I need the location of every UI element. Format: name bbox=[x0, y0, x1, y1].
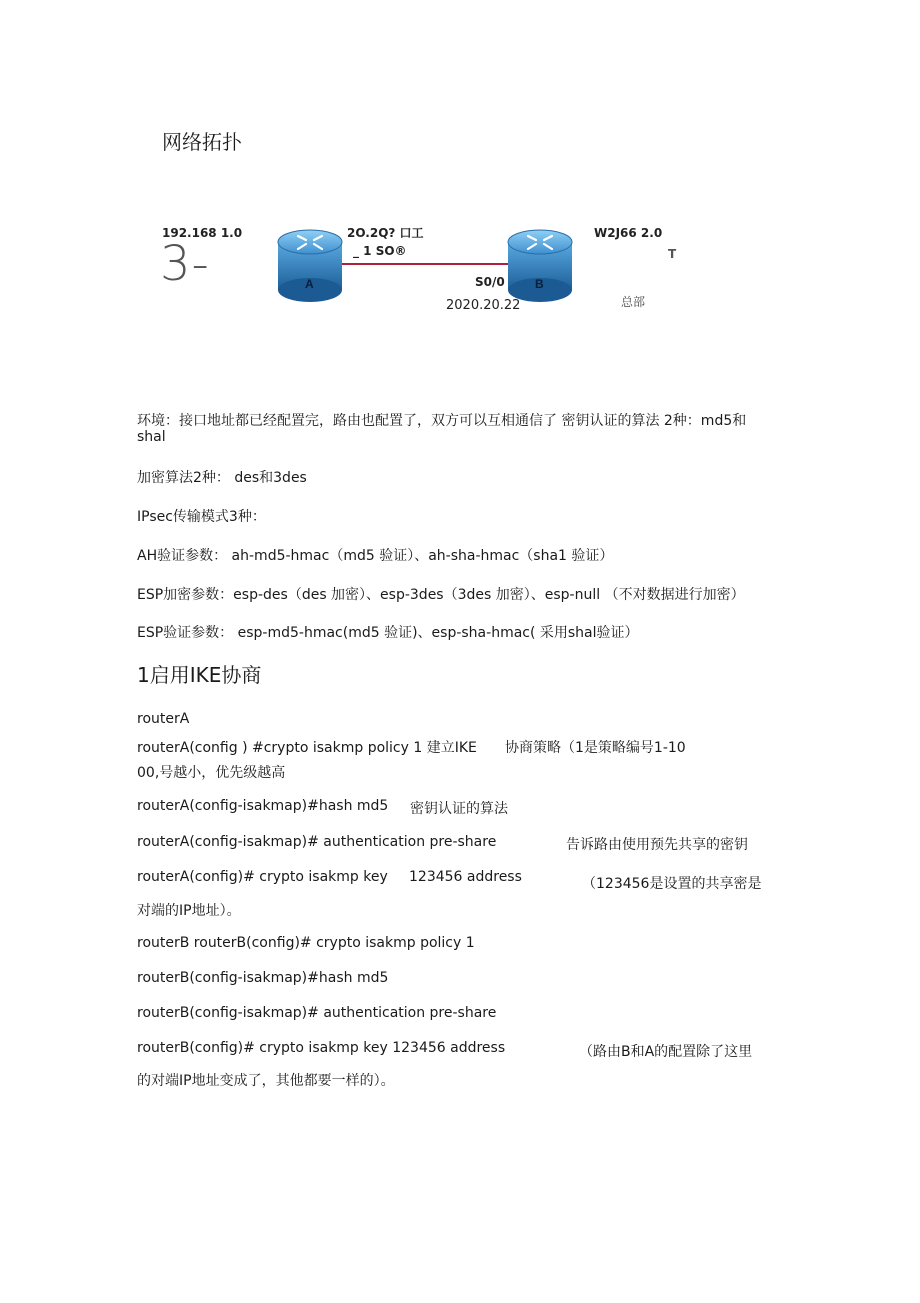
router-a-note-hash: 密钥认证的算法 bbox=[410, 801, 508, 817]
router-b-letter: B bbox=[535, 277, 544, 291]
router-a-letter: A bbox=[305, 277, 314, 291]
router-b-icon bbox=[508, 230, 572, 302]
router-a-note-auth: 告诉路由使用预先共享的密钥 bbox=[566, 837, 748, 853]
diagram-graphics bbox=[270, 222, 590, 306]
router-a-note-policy: 协商策略（1是策略编号1-10 bbox=[505, 740, 686, 756]
param-esp-auth: ESP验证参数： esp-md5-hmac(md5 验证)、esp-sha-hmac( 采用shal验证） bbox=[137, 625, 639, 641]
router-b-note-key: （路由B和A的配置除了这里 bbox=[579, 1044, 753, 1060]
router-b-cmd-policy: routerB routerB(config)# crypto isakmp policy 1 bbox=[137, 935, 475, 951]
router-a-icon bbox=[278, 230, 342, 302]
link-label-top: 2O.2Q? 口工 bbox=[347, 226, 424, 240]
env-line-2: shal bbox=[137, 429, 166, 445]
router-a-cmd-hash: routerA(config-isakmap)#hash md5 bbox=[137, 798, 389, 814]
link-label-interface: _ 1 SO® bbox=[353, 244, 407, 258]
router-b-note-key-cont: 的对端IP地址变成了，其他都要一样的）。 bbox=[137, 1073, 395, 1089]
page-title: 网络拓扑 bbox=[162, 130, 242, 154]
headquarters-label: 总部 bbox=[621, 295, 646, 309]
bottom-ip-label: 2020.20.22 bbox=[446, 298, 521, 313]
router-a-note-key: （123456是设置的共享密是 bbox=[582, 876, 762, 892]
router-b-cmd-hash: routerB(config-isakmap)#hash md5 bbox=[137, 970, 389, 986]
router-a-note-policy-cont: 00,号越小，优先级越高 bbox=[137, 765, 286, 781]
router-a-cmd-key-value: 123456 address bbox=[409, 869, 522, 885]
router-a-header: routerA bbox=[137, 711, 190, 727]
router-a-note-key-cont: 对端的IP地址）。 bbox=[137, 903, 241, 919]
right-t-label: T bbox=[668, 247, 677, 261]
param-encryption: 加密算法2种： des和3des bbox=[137, 470, 307, 486]
s0-interface-label: S0/0 bbox=[475, 275, 505, 289]
router-b-cmd-auth: routerB(config-isakmap)# authentication pre-share bbox=[137, 1005, 497, 1021]
section-heading: 1启用IKE协商 bbox=[137, 663, 262, 687]
left-big-number: 3- bbox=[160, 236, 210, 292]
param-ipsec-modes: IPsec传输模式3种： bbox=[137, 509, 266, 525]
param-ah: AH验证参数： ah-md5-hmac（md5 验证）、ah-sha-hmac（sha1 验证） bbox=[137, 548, 614, 564]
router-a-cmd-key: routerA(config)# crypto isakmp key bbox=[137, 869, 388, 885]
router-a-cmd-auth: routerA(config-isakmap)# authentication pre-share bbox=[137, 834, 497, 850]
router-a-cmd-policy: routerA(config ) #crypto isakmp policy 1 建立IKE bbox=[137, 740, 477, 756]
param-esp-encrypt: ESP加密参数：esp-des（des 加密）、esp-3des（3des 加密）、esp-null （不对数据进行加密） bbox=[137, 587, 745, 603]
right-network-label: W2J66 2.0 bbox=[594, 226, 663, 240]
left-network-label: 192.168 1.0 bbox=[162, 226, 243, 240]
env-line-1: 环境：接口地址都已经配置完，路由也配置了，双方可以互相通信了 密钥认证的算法 2种：md5和 bbox=[137, 413, 747, 429]
router-b-cmd-key: routerB(config)# crypto isakmp key 123456 address bbox=[137, 1040, 506, 1056]
